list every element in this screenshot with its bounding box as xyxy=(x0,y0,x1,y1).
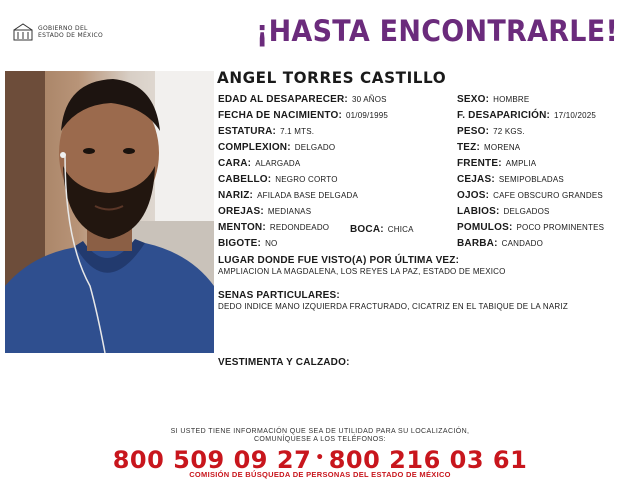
field-value: NEGRO CORTO xyxy=(275,175,338,184)
field-value: 01/09/1995 xyxy=(346,111,389,120)
field-boca xyxy=(350,224,414,236)
field-bigote xyxy=(218,238,277,250)
government-logo xyxy=(12,22,103,42)
distinguishing-marks-value: DEDO INDICE MANO IZQUIERDA FRACTURADO, CICATRIZ EN EL TABIQUE DE LA NARIZ xyxy=(218,302,568,311)
field-label: COMPLEXION: xyxy=(218,142,291,153)
logo-line-2: ESTADO DE MÉXICO xyxy=(38,32,104,39)
government-emblem-icon xyxy=(12,22,34,42)
commission-name: COMISIÓN DE BÚSQUEDA DE PERSONAS DEL ESTADO DE MÉXICO xyxy=(189,470,451,479)
field-complexion xyxy=(218,142,335,154)
field-frente xyxy=(457,158,536,170)
field-label: POMULOS: xyxy=(457,222,513,233)
field-value: REDONDEADO xyxy=(269,223,330,232)
field-label: MENTON: xyxy=(218,222,266,233)
field-sexo xyxy=(457,94,529,106)
field-value: 72 KGS. xyxy=(493,127,525,136)
field-label: BIGOTE: xyxy=(218,238,262,249)
field-value: DELGADOS xyxy=(503,207,550,216)
distinguishing-marks-label: SENAS PARTICULARES: xyxy=(218,290,340,301)
field-pomulos xyxy=(457,222,604,234)
field-value: MEDIANAS xyxy=(267,207,312,216)
field-menton xyxy=(218,222,329,234)
field-estatura xyxy=(218,126,314,138)
field-peso xyxy=(457,126,525,138)
field-label: OREJAS: xyxy=(218,206,264,217)
field-value: ALARGADA xyxy=(255,159,301,168)
field-label: NARIZ: xyxy=(218,190,254,201)
field-label: EDAD AL DESAPARECER: xyxy=(218,94,348,105)
field-label: PESO: xyxy=(457,126,490,137)
field-value: 7.1 MTS. xyxy=(280,127,315,136)
contact-note-line-1: SI USTED TIENE INFORMACIÓN QUE SEA DE UTILIDAD PARA SU LOCALIZACIÓN, xyxy=(170,428,470,435)
field-value: AFILADA BASE DELGADA xyxy=(257,191,359,200)
field-label: FRENTE: xyxy=(457,158,502,169)
last-seen-value: AMPLIACION LA MAGDALENA, LOS REYES LA PAZ, ESTADO DE MEXICO xyxy=(218,267,506,276)
field-label: OJOS: xyxy=(457,190,490,201)
field-value: SEMIPOBLADAS xyxy=(498,175,564,184)
field-label: FECHA DE NACIMIENTO: xyxy=(218,110,342,121)
clothing-label: VESTIMENTA Y CALZADO: xyxy=(218,357,350,368)
last-seen-label: LUGAR DONDE FUE VISTO(A) POR ÚLTIMA VEZ: xyxy=(218,255,460,266)
field-barba xyxy=(457,238,543,250)
field-cejas xyxy=(457,174,564,186)
person-photo-illustration xyxy=(5,71,214,353)
phone-number-2[interactable]: 800 216 03 61 xyxy=(328,446,528,474)
headline: ¡HASTA ENCONTRARLE! xyxy=(256,14,619,48)
field-cabello xyxy=(218,174,338,186)
field-label: SEXO: xyxy=(457,94,490,105)
field-fecha-nacimiento xyxy=(218,110,388,122)
field-value: AMPLIA xyxy=(505,159,537,168)
field-label: CABELLO: xyxy=(218,174,272,185)
field-labios xyxy=(457,206,550,218)
field-value: CANDADO xyxy=(501,239,544,248)
field-orejas xyxy=(218,206,311,218)
field-value: 30 AÑOS xyxy=(351,95,387,104)
field-label: BOCA: xyxy=(350,224,384,235)
field-label: TEZ: xyxy=(457,142,481,153)
field-value: 17/10/2025 xyxy=(554,111,597,120)
missing-person-photo xyxy=(5,71,214,353)
field-value: NO xyxy=(265,239,278,248)
field-label: BARBA: xyxy=(457,238,498,249)
field-value: DELGADO xyxy=(294,143,336,152)
logo-line-1: GOBIERNO DEL xyxy=(38,25,88,32)
field-ojos xyxy=(457,190,603,202)
contact-note-line-2: COMUNÍQUESE A LOS TELÉFONOS: xyxy=(253,436,387,443)
field-label: ESTATURA: xyxy=(218,126,277,137)
field-label: CEJAS: xyxy=(457,174,495,185)
phone-separator: • xyxy=(315,450,325,466)
field-value: CAFE OBSCURO GRANDES xyxy=(493,191,603,200)
field-nariz xyxy=(218,190,358,202)
field-label: CARA: xyxy=(218,158,252,169)
field-label: F. DESAPARICIÓN: xyxy=(457,110,551,121)
field-value: POCO PROMINENTES xyxy=(516,223,605,232)
field-value: CHICA xyxy=(387,225,414,234)
field-value: HOMBRE xyxy=(493,95,530,104)
field-tez xyxy=(457,142,520,154)
government-logo-text xyxy=(38,25,103,39)
field-label: LABIOS: xyxy=(457,206,500,217)
field-cara xyxy=(218,158,300,170)
phone-number-1[interactable]: 800 509 09 27 xyxy=(112,446,312,474)
field-fecha-desaparicion xyxy=(457,110,596,122)
field-value: MORENA xyxy=(484,143,521,152)
person-name: ANGEL TORRES CASTILLO xyxy=(217,68,447,87)
header xyxy=(0,0,640,60)
field-edad xyxy=(218,94,387,106)
